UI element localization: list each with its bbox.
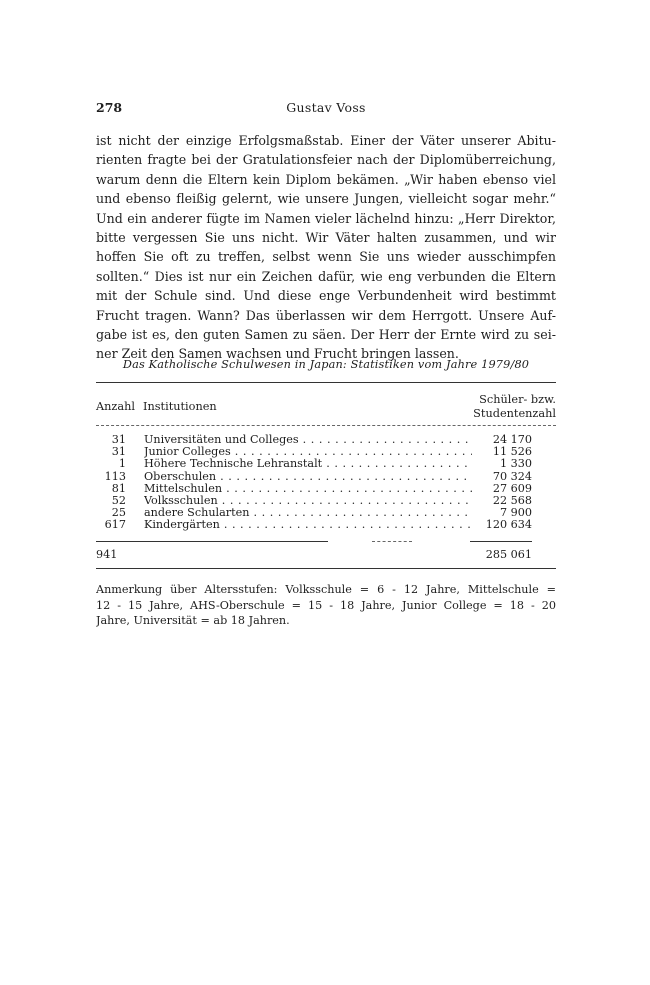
header-rule	[96, 425, 556, 426]
row-count: 31	[111, 445, 126, 459]
table-top-rule	[96, 382, 556, 383]
row-count: 52	[111, 493, 126, 507]
row-institution: Junior Colleges . . .	[144, 446, 472, 458]
total-students: 285 061	[485, 548, 532, 561]
column-header-count: Anzahl	[96, 400, 136, 413]
row-students: 120 634	[485, 518, 532, 532]
total-count: 941	[96, 548, 118, 561]
table-body	[96, 434, 556, 532]
table-bottom-rule	[96, 568, 556, 569]
row-institution: Volksschulen . . .	[144, 495, 472, 507]
row-institution: andere Schularten . . .	[144, 507, 472, 519]
row-students: 24 170	[492, 433, 532, 446]
table-total-row	[96, 548, 556, 562]
table-row	[96, 483, 556, 495]
text-line: warum denn die Eltern kein Diplom bekämen. „Wir haben ebenso viel	[96, 171, 556, 187]
text-line: bitte vergessen Sie uns nicht. Wir Väter halten zusammen, und wir	[96, 229, 556, 245]
table-caption: Das Katholische Schulwesen in Japan: Statistiken vom Jahre 1979/80	[122, 358, 530, 371]
table-row	[96, 458, 556, 470]
text-line: Frucht tragen. Wann? Das überlassen wir dem Herrgott. Unsere Auf-	[96, 307, 556, 323]
text-line: rienten fragte bei der Gratulationsfeier nach der Diplomüberreichung,	[96, 152, 556, 168]
text-line: sollten.“ Dies ist nur ein Zeichen dafür, wie eng verbunden die Eltern	[96, 268, 556, 284]
text-line: mit der Schule sind. Und diese enge Verbundenheit wird bestimmt	[96, 288, 556, 304]
row-institution: Mittelschulen . . .	[144, 483, 472, 495]
table-row	[96, 446, 556, 458]
note-line: Anmerkung über Altersstufen: Volksschule = 6 - 12 Jahre, Mittelschule =	[96, 583, 556, 596]
age-note	[96, 582, 556, 629]
table-row	[96, 434, 556, 446]
row-count: 81	[111, 481, 126, 495]
row-count: 31	[111, 433, 126, 446]
row-count: 25	[111, 506, 126, 520]
text-line: und ebenso fleißig gelernt, wie unsere Jungen, vielleicht sogar mehr.“	[96, 191, 556, 207]
sum-rule-mid	[372, 541, 412, 542]
column-header-students-line2: Studentenzahl	[473, 407, 556, 420]
table-row	[96, 519, 556, 531]
text-line: Und ein anderer fügte im Namen vieler lächelnd hinzu: „Herr Direktor,	[96, 210, 556, 226]
note-line: 12 - 15 Jahre, AHS-Oberschule = 15 - 18 Jahre, Junior College = 18 - 20	[96, 598, 556, 612]
text-line: ist nicht der einzige Erfolgsmaßstab. Einer der Väter unserer Abitu-	[96, 133, 556, 148]
page-header	[96, 100, 556, 120]
body-paragraph	[96, 131, 556, 364]
row-students: 22 568	[492, 493, 532, 507]
running-title: Gustav Voss	[286, 100, 366, 115]
row-students: 7 900	[499, 506, 532, 520]
sum-rule-right	[470, 541, 532, 542]
row-count: 1	[118, 457, 126, 471]
text-line: hoffen Sie oft zu treffen, selbst wenn Sie uns wieder ausschimpfen	[96, 249, 556, 265]
text-line: ner Zeit den Samen wachsen und Frucht bringen lassen.	[96, 346, 459, 362]
row-institution: Oberschulen . . .	[144, 471, 472, 483]
sum-rule-left	[96, 541, 328, 542]
table-row	[96, 471, 556, 483]
row-students: 70 324	[492, 469, 532, 483]
row-institution: Höhere Technische Lehranstalt . . .	[144, 458, 472, 470]
row-count: 113	[104, 469, 126, 483]
row-institution: Universitäten und Colleges . . .	[144, 434, 472, 446]
row-students: 11 526	[492, 445, 532, 459]
row-institution: Kindergärten . . .	[144, 519, 472, 531]
note-line: Jahre, Universität = ab 18 Jahren.	[96, 614, 290, 628]
row-students: 27 609	[492, 481, 532, 495]
row-count: 617	[104, 518, 126, 532]
page-number: 278	[96, 100, 123, 115]
row-students: 1 330	[499, 457, 532, 471]
text-line: gabe ist es, den guten Samen zu säen. Der Herr der Ernte wird zu sei-	[96, 326, 556, 342]
column-header-students-line1: Schüler- bzw.	[479, 393, 556, 406]
table-row	[96, 495, 556, 507]
column-header-institution: Institutionen	[143, 400, 217, 413]
